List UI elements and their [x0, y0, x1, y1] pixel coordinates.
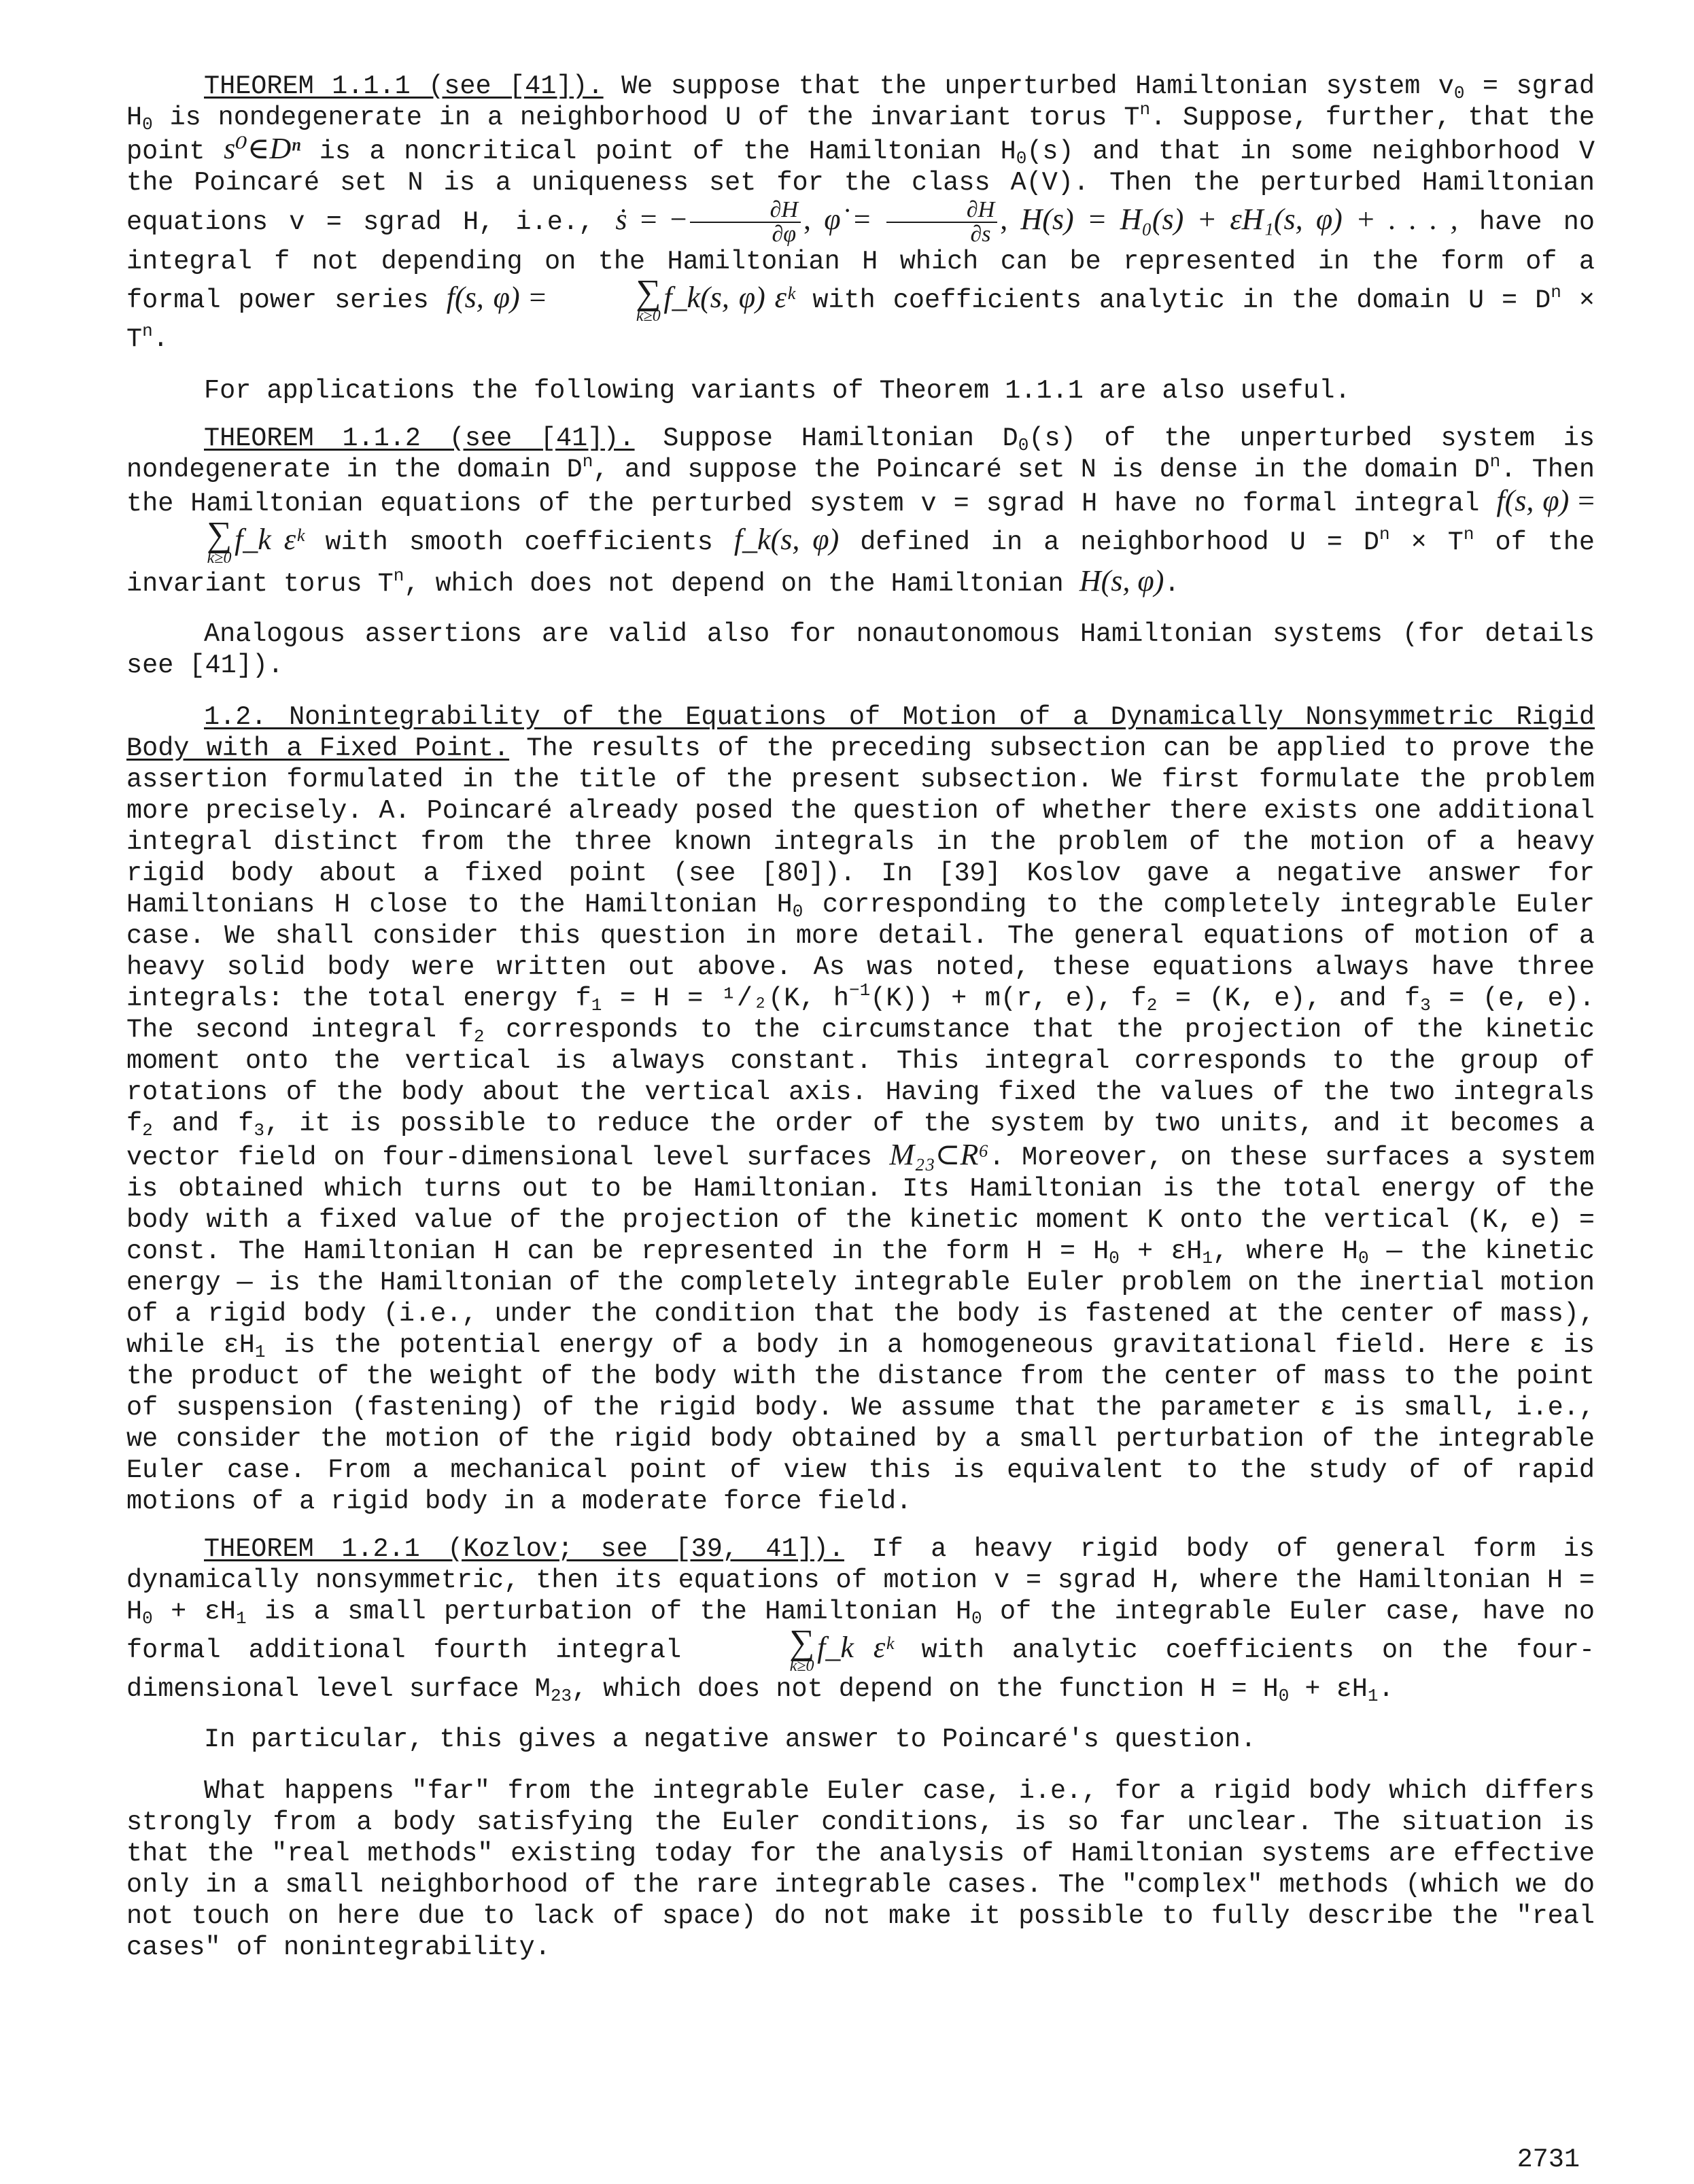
fraction: $\frac{\partial H}{\partial\varphi}$ — [690, 198, 801, 246]
power-series: ∑ k≥0 f_k εᵏ — [709, 1635, 893, 1665]
page-body — [126, 71, 1595, 1963]
fraction: $\frac{\partial H}{\partial s}$ — [886, 198, 997, 246]
sum-symbol: ∑ k≥0 — [207, 515, 232, 567]
theorem-label: THEOREM 1.1.2 (see [41]). — [204, 423, 635, 453]
theorem-1-1-1: THEOREM 1.1.1 (see [41]). We suppose that the unperturbed Hamiltonian system $v_0$ = sgrad $H_0$ is nondegenerate in a neighborhood U of the invariant torus $T^n$. Suppose, further, that the point s⁰∈Dⁿ is a noncritical point of the Hamiltonian $H_0(s)$ and that in some neighborhood V the Poincaré set N is a uniqueness set for the class A(V). Then the perturbed Hamiltonian equations v = sgrad H, i.e., ṡ = − $\frac{\partial H}{\partial\varphi}$ , φ̇ = $\frac{\partial H}{\partial s}$ , H(s) = H₀(s) + εH₁(s, φ) + . . . , have no integral f not depending on the Hamiltonian H which can be represented in the form of a formal power series f(s, φ) = ∑ k≥0 f_k(s, φ) εᵏ with coefficients analytic in the domain $U = D^n \times T^n$. — [126, 71, 1595, 354]
far-from-euler-paragraph: What happens "far" from the integrable Euler case, i.e., for a rigid body which differs strongly from a body satisfying the Euler conditions, is so far unclear. The situation is that the "real methods" existing today for the analysis of Hamiltonian systems are effective only in a small neighborhood of the rare integrable cases. The "complex" methods (which we do not touch on here due to lack of space) do not make it possible to fully describe the "real cases" of nonintegrability. — [126, 1776, 1595, 1962]
section-1-2: 1.2. Nonintegrability of the Equations of Motion of a Dynamically Nonsymmetric Rigid Body with a Fixed Point. The results of the preceding subsection can be applied to prove the assertion formulated in the title of the present subsection. We first formulate the problem more precisely. A. Poincaré already posed the question of whether there exists one additional integral distinct from the three known integrals in the problem of the motion of a heavy rigid body about a fixed point (see [80]). In [39] Koslov gave a negative answer for Hamiltonians H close to the Hamiltonian $H_0$ corresponding to the completely integrable Euler case. We shall consider this question in more detail. The general equations of motion of a heavy solid body were written out above. As was noted, these equations always have three integrals: the total energy $f_1 = H = ^1/_2(K$, $h^{-1}(K)) + m(r$, e), $f_2 = (K$, e), and $f_3 = (e$, e). The second integral $f_2$ corresponds to the circumstance that the projection of the kinetic moment onto the vertical is always constant. This integral corresponds to the group of rotations of the body about the vertical axis. Having fixed the values of the two integrals $f_2$ and $f_3$, it is possible to reduce the order of the system by two units, and it becomes a vector field on four-dimensional level surfaces M₂₃⊂R⁶. Moreover, on these surfaces a system is obtained which turns out to be Hamiltonian. Its Hamiltonian is the total energy of the body with a fixed value of the projection of the kinetic moment K onto the vertical (K, e) = const. The Hamiltonian H can be represented in the form $H = H_0 + \varepsilon H_1$, where $H_0$ — the kinetic energy — is the Hamiltonian of the completely integrable Euler problem on the inertial motion of a rigid body (i.e., under the condition that the body is fastened at the center of mass), while $\varepsilon H_1$ is the potential energy of a body in a homogeneous gravitational field. Here ε is the product of the weight of the body with the distance from the center of mass to the point of suspension (fastening) of the rigid body. We assume that the parameter ε is small, i.e., we consider the motion of the rigid body obtained by a small perturbation of the integrable Euler case. From a mechanical point of view this is equivalent to the study of of rapid motions of a rigid body in a moderate force field. — [126, 702, 1595, 1516]
theorem-label: THEOREM 1.1.1 (see [41]). — [204, 71, 604, 101]
page-number: 2731 — [1517, 2145, 1580, 2174]
section-heading: 1.2. Nonintegrability of the Equations of Motion of a Dynamically Nonsymmetric Rigid Body with a Fixed Point. — [126, 702, 1595, 763]
sum-symbol: ∑ k≥0 — [636, 273, 661, 325]
math-s0-in-dn: s⁰∈Dⁿ — [224, 132, 301, 165]
math-m23-r6: M₂₃⊂R⁶ — [889, 1138, 989, 1171]
poincare-answer-paragraph: In particular, this gives a negative answer to Poincaré's question. — [204, 1724, 1256, 1754]
theorem-1-1-2: THEOREM 1.1.2 (see [41]). Suppose Hamiltonian $D_0(s)$ of the unperturbed system is nondegenerate in the domain $D^n$, and suppose the Poincaré set N is dense in the domain $D^n$. Then the Hamiltonian equations of the perturbed system v = sgrad H have no formal integral f(s, φ) = ∑ k≥0 f_k εᵏ with smooth coefficients f_k(s, φ) defined in a neighborhood $U = D^n \times T^n$ of the invariant torus $T^n$, which does not depend on the Hamiltonian H(s, φ). — [126, 423, 1595, 599]
applications-paragraph: For applications the following variants of Theorem 1.1.1 are also useful. — [204, 376, 1351, 406]
power-series: f(s, φ) = ∑ k≥0 f_k εᵏ — [126, 489, 1595, 557]
power-series: f(s, φ) = ∑ k≥0 f_k(s, φ) εᵏ — [446, 273, 795, 325]
hamilton-equations: ṡ = − $\frac{\partial H}{\partial\varphi}$ , φ̇ = $\frac{\partial H}{\partial s}$ , H(s) = H₀(s) + εH₁(s, φ) + . . . , — [615, 197, 1458, 247]
theorem-1-2-1: THEOREM 1.2.1 (Kozlov; see [39, 41]). If a heavy rigid body of general form is dynamically nonsymmetric, then its equations of motion v = sgrad H, where the Hamiltonian $H = H_0 + \varepsilon H_1$ is a small perturbation of the Hamiltonian $H_0$ of the integrable Euler case, have no formal additional fourth integral ∑ k≥0 f_k εᵏ with analytic coefficients on the four-dimensional level surface $M_{23}$, which does not depend on the function $H = H_0 + \varepsilon H_1$. — [126, 1534, 1595, 1706]
analogous-paragraph: Analogous assertions are valid also for nonautonomous Hamiltonian systems (for details see [41]). — [126, 619, 1595, 680]
theorem-label: THEOREM 1.2.1 (Kozlov; see [39, 41]). — [204, 1534, 844, 1564]
sum-symbol: ∑ k≥0 — [789, 1623, 815, 1675]
